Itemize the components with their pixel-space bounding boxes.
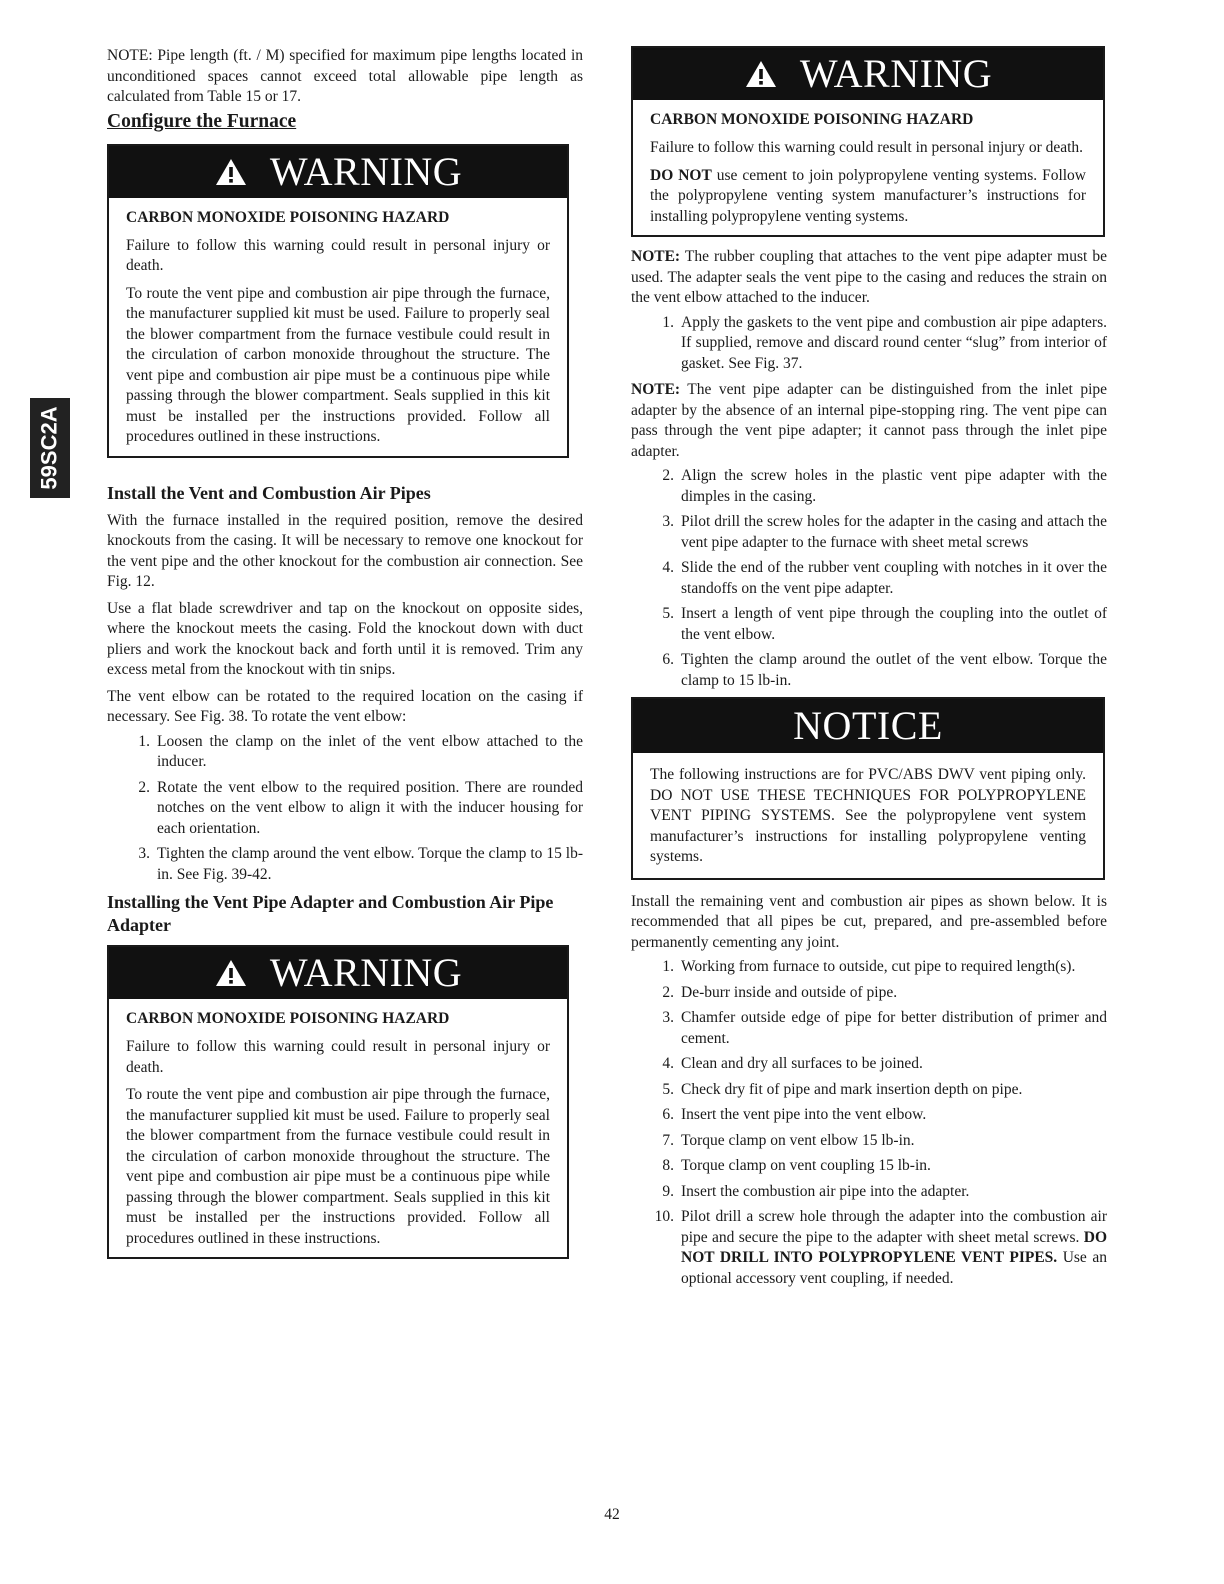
list-item: 7. Torque clamp on vent elbow 15 lb-in.: [662, 1131, 915, 1149]
hazard-heading: CARBON MONOXIDE POISONING HAZARD: [126, 208, 450, 226]
warning-triangle-icon: [214, 157, 248, 187]
gasket-step: [631, 313, 1107, 375]
note-paragraph: NOTE: The vent pipe adapter can be distinguished from the inlet pipe adapter by the absence of an internal pipe-stopping ring. The vent pipe can pass through the vent pipe adapter; it cannot pass through the inlet pipe adapter.: [631, 381, 1107, 460]
list-item: 8. Torque clamp on vent coupling 15 lb-in.: [662, 1157, 931, 1174]
list-item: 6. Insert the vent pipe into the vent elbow.: [662, 1106, 927, 1123]
body-paragraph: The vent elbow can be rotated to the required location on the casing if necessary. See Fig. 38. To rotate the vent elbow:: [107, 687, 583, 725]
list-item: 5. Check dry fit of pipe and mark insertion depth on pipe.: [662, 1080, 1023, 1098]
configure-heading: Configure the Furnace: [107, 110, 297, 132]
list-item: 1. Working from furnace to outside, cut pipe to required length(s).: [662, 958, 1076, 975]
side-tab: [30, 398, 70, 498]
warning-title: WARNING: [269, 148, 463, 194]
list-item: 2. De-burr inside and outside of pipe.: [662, 983, 898, 1001]
warning-title: WARNING: [269, 950, 463, 995]
warning-triangle-icon: [744, 59, 778, 89]
list-item: 4. Slide the end of the rubber vent coupling with notches in it over the standoffs on the vent pipe adapter.: [662, 559, 1107, 597]
warning-triangle-icon: [214, 958, 248, 988]
warning-box-1: [107, 144, 569, 458]
warning-text: Failure to follow this warning could result in personal injury or death.: [126, 1038, 550, 1076]
list-item: 3. Chamfer outside edge of pipe for better distribution of primer and cement.: [662, 1009, 1107, 1047]
adapter-heading: Installing the Vent Pipe Adapter and Combustion Air Pipe Adapter: [107, 892, 554, 935]
warning-banner: [109, 146, 567, 198]
body-paragraph: Install the remaining vent and combustion air pipes as shown below. It is recommended that all pipes be cut, prepared, and pre-assembled before permanently cementing any joint.: [631, 892, 1107, 951]
notice-banner: [633, 699, 1103, 753]
warning-text: Failure to follow this warning could result in personal injury or death.: [650, 139, 1084, 156]
list-item: 1. Loosen the clamp on the inlet of the vent elbow attached to the inducer.: [138, 732, 583, 770]
install-heading: Install the Vent and Combustion Air Pipes: [107, 482, 431, 503]
list-item: 1. Apply the gaskets to the vent pipe and combustion air pipe adapters. If supplied, remove and discard round center “slug” from interior of gasket. See Fig. 37.: [662, 313, 1107, 372]
warning-box-3: [631, 46, 1105, 237]
warning-banner: [633, 48, 1103, 100]
list-item: 6. Tighten the clamp around the outlet of the vent elbow. Torque the clamp to 15 lb-in.: [662, 651, 1107, 689]
body-paragraph: With the furnace installed in the required position, remove the desired knockouts from the casing. It will be necessary to remove one knockout for the vent pipe and the other knockout for the combustion air connection. See Fig. 12.: [107, 511, 583, 590]
side-tab-label: 59SC2A: [37, 406, 62, 490]
left-column: [107, 46, 583, 1259]
list-item: 3. Pilot drill the screw holes for the adapter in the casing and attach the vent pipe adapter to the furnace with sheet metal screws: [662, 513, 1107, 551]
warning-text: To route the vent pipe and combustion air pipe through the furnace, the manufacturer supplied kit must be used. Failure to properly seal the blower compartment from the furnace vestibule could result in the circulation of carbon monoxide throughout the structure. The vent pipe and combustion air pipe must be a continuous pipe while passing through the blower compartment. Seals supplied in this kit must be installed per the instructions provided. Follow all procedures outlined in these instructions.: [126, 1086, 550, 1247]
notice-box: [631, 697, 1105, 880]
page-number: 42: [604, 1506, 620, 1523]
list-item: 3. Tighten the clamp around the vent elbow. Torque the clamp to 15 lb-in. See Fig. 39-42.: [138, 845, 583, 883]
list-item: 9. Insert the combustion air pipe into the adapter.: [662, 1182, 970, 1200]
remaining-steps-list: [631, 957, 1107, 1289]
warning-box-2: [107, 945, 569, 1259]
notice-text: The following instructions are for PVC/ABS DWV vent piping only. DO NOT USE THESE TECHNIQUES FOR POLYPROPYLENE VENT PIPING SYSTEMS. See the polypropylene vent system manufacturer’s instructions for installing polypropylene venting systems.: [650, 766, 1086, 865]
rotate-steps-list: [107, 732, 583, 886]
hazard-heading: CARBON MONOXIDE POISONING HAZARD: [126, 1010, 450, 1027]
hazard-heading: CARBON MONOXIDE POISONING HAZARD: [650, 111, 974, 128]
warning-text: DO NOT use cement to join polypropylene venting systems. Follow the polypropylene venting system manufacturer’s instructions for installing polypropylene venting systems.: [650, 166, 1087, 225]
warning-banner: [109, 947, 567, 999]
warning-text: To route the vent pipe and combustion air pipe through the furnace, the manufacturer supplied kit must be used. Failure to properly seal the blower compartment from the furnace vestibule could result in the circulation of carbon monoxide throughout the structure. The vent pipe and combustion air pipe must be a continuous pipe while passing through the blower compartment. Seals supplied in this kit must be installed per the instructions provided. Follow all procedures outlined in these instructions.: [126, 284, 550, 445]
note-paragraph: NOTE: Pipe length (ft. / M) specified for maximum pipe lengths located in unconditioned spaces cannot exceed total allowable pipe length as calculated from Table 15 or 17.: [107, 47, 583, 105]
warning-title: WARNING: [799, 51, 993, 96]
list-item: 5. Insert a length of vent pipe through the coupling into the outlet of the vent elbow.: [662, 605, 1107, 643]
adapter-steps-list: [631, 466, 1107, 691]
warning-text: Failure to follow this warning could result in personal injury or death.: [126, 236, 550, 274]
list-item: 4. Clean and dry all surfaces to be joined.: [662, 1055, 923, 1072]
list-item: 10. Pilot drill a screw hole through the adapter into the combustion air pipe and secure the pipe to the adapter with sheet metal screws. DO NOT DRILL INTO POLYPROPYLENE VENT PIPES. Use an optional accessory vent coupling, if needed.: [654, 1208, 1107, 1287]
list-item: 2. Rotate the vent elbow to the required position. There are rounded notches on the vent elbow to align it with the inducer housing for each orientation.: [138, 778, 583, 837]
list-item: 2. Align the screw holes in the plastic vent pipe adapter with the dimples in the casing.: [662, 467, 1107, 505]
note-paragraph: NOTE: The rubber coupling that attaches to the vent pipe adapter must be used. The adapter seals the vent pipe to the casing and reduces the strain on the vent elbow attached to the inducer.: [631, 248, 1107, 306]
notice-title: NOTICE: [793, 703, 943, 748]
body-paragraph: Use a flat blade screwdriver and tap on the knockout on opposite sides, where the knockout meets the casing. Fold the knockout down with duct pliers and work the knockout back and forth until it is removed. Trim any excess metal from the knockout with tin snips.: [107, 599, 583, 678]
right-column: [631, 46, 1107, 1295]
